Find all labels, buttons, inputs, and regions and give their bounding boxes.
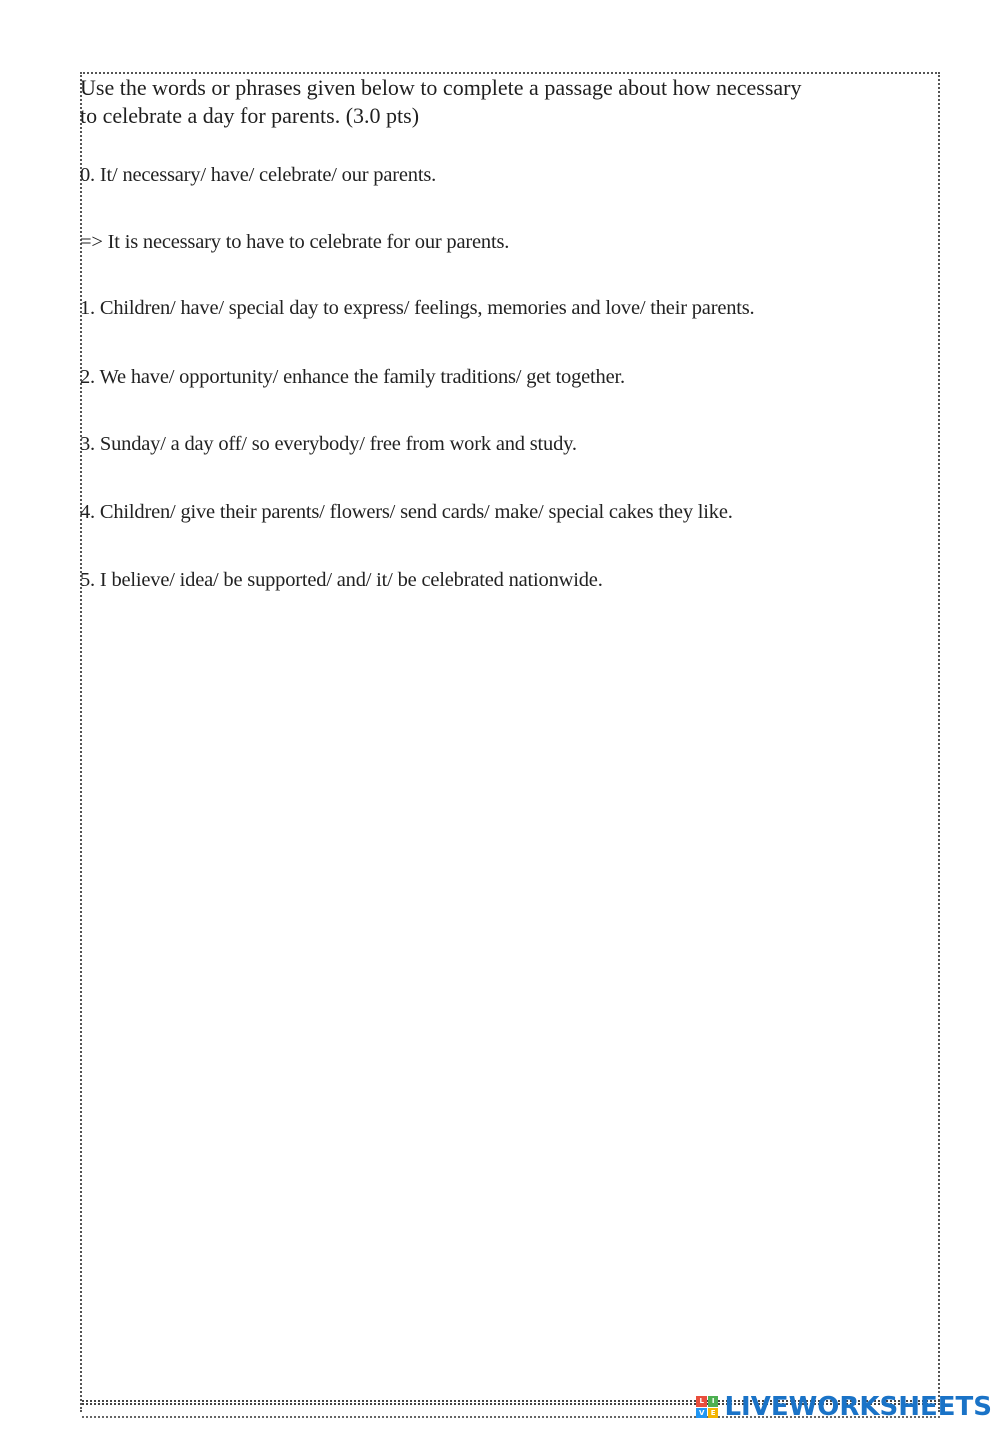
item-2: 2. We have/ opportunity/ enhance the family traditions/ get together. (80, 366, 625, 388)
liveworksheets-logo (696, 1392, 992, 1422)
logo-badge-icon (696, 1396, 718, 1418)
worksheet-content (80, 74, 940, 591)
logo-text: LIVEWORKSHEETS (724, 1392, 992, 1422)
instruction-line-1: Use the words or phrases given below to complete a passage about how necessary (80, 75, 802, 100)
logo-badge-letter: L (696, 1396, 707, 1407)
example-prompt: 0. It/ necessary/ have/ celebrate/ our parents. (80, 164, 437, 186)
example-answer: => It is necessary to have to celebrate for our parents. (80, 231, 510, 253)
logo-badge-letter: V (696, 1408, 707, 1419)
logo-badge-letter: E (708, 1408, 719, 1419)
instruction-line-2: to celebrate a day for parents. (3.0 pts) (80, 103, 420, 128)
item-5: 5. I believe/ idea/ be supported/ and/ it/ be celebrated nationwide. (80, 569, 603, 591)
page-frame (80, 72, 940, 1412)
item-3: 3. Sunday/ a day off/ so everybody/ free from work and study. (80, 433, 577, 455)
item-1: 1. Children/ have/ special day to express/ feelings, memories and love/ their parents. (80, 297, 755, 319)
item-4: 4. Children/ give their parents/ flowers/ send cards/ make/ special cakes they like. (80, 501, 733, 523)
logo-badge-letter: I (708, 1396, 719, 1407)
